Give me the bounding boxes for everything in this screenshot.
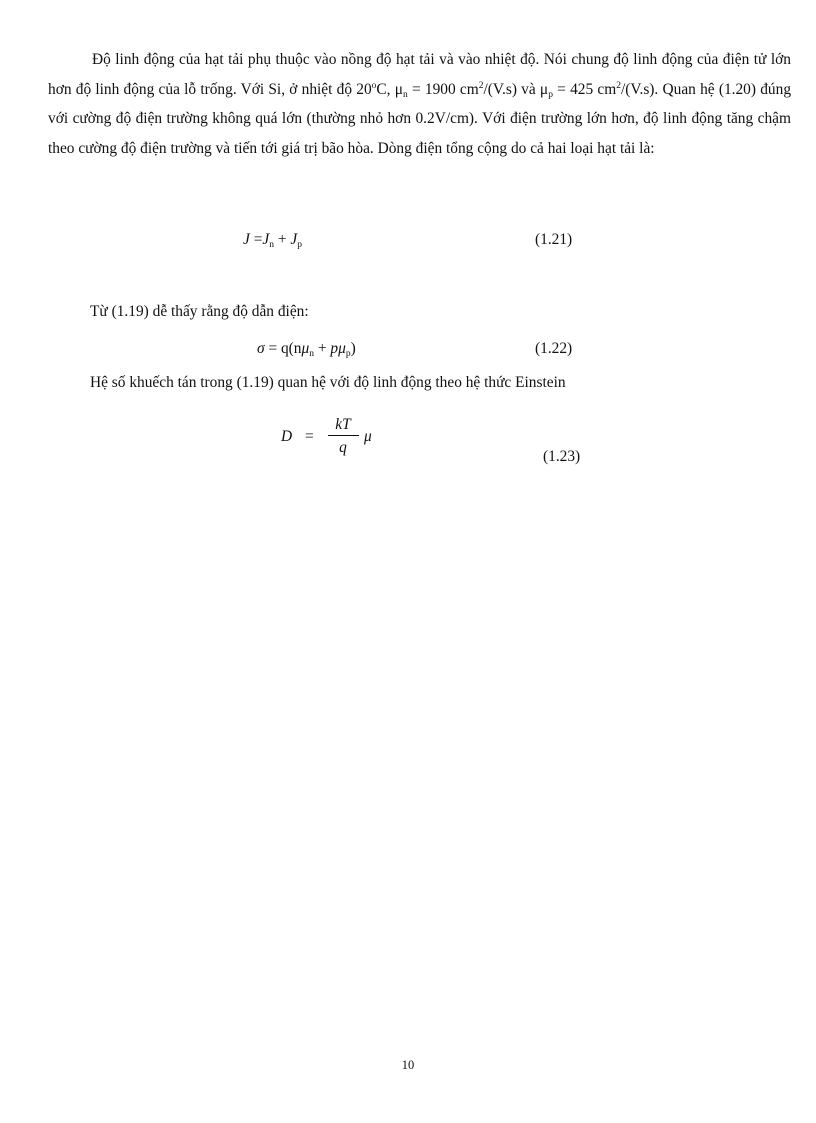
para1-text-3: = 1900 cm	[407, 80, 479, 98]
eq121-sub-n: n	[269, 240, 274, 250]
eq121-plus: +	[273, 231, 291, 248]
equation-1-21	[243, 231, 302, 249]
eq122-mu-2: μ	[338, 340, 346, 357]
eq121-Jp: J	[290, 231, 298, 248]
sentence-conductivity: Từ (1.19) dễ thấy rằng độ dẫn điện:	[90, 303, 309, 320]
eq122-sub-p: p	[345, 349, 351, 359]
eq122-sub-n: n	[309, 349, 314, 359]
eq122-sigma: σ	[257, 340, 265, 357]
eq123-fraction-bar	[328, 435, 359, 436]
eq123-numerator: kT	[335, 416, 351, 433]
para1-text-4: /(V.s) và μ	[483, 80, 549, 98]
eq122-close: )	[350, 340, 356, 357]
mu-p-subscript: p	[548, 89, 553, 100]
eq123-denominator: q	[339, 439, 347, 456]
eq121-Jn: J	[262, 231, 270, 248]
equation-number-1-22: (1.22)	[535, 340, 573, 357]
eq122-mid: = q(n	[264, 340, 302, 357]
para1-text-1: Độ linh động của hạt tải phụ thuộc vào nồng độ hạt tải và vào nhiệt độ. Nói chung độ linh động của điện tử lớn hơn độ linh động của lỗ trống. Với Si, ở nhiệt độ 20	[48, 51, 791, 98]
cm2-superscript-1: 2	[478, 80, 484, 91]
eq122-p: p	[330, 340, 339, 357]
equation-number-1-23: (1.23)	[543, 448, 581, 465]
eq121-equals: =	[249, 231, 263, 248]
sentence-einstein: Hệ số khuếch tán trong (1.19) quan hệ với độ linh động theo hệ thức Einstein	[90, 374, 566, 391]
para1-text-2: C, μ	[376, 80, 403, 98]
para1-text-5: = 425 cm	[552, 80, 617, 98]
eq121-sub-p: p	[297, 240, 302, 250]
eq121-J: J	[243, 231, 250, 248]
degree-superscript: o	[371, 80, 377, 91]
cm2-superscript-2: 2	[616, 80, 621, 91]
eq123-D: D	[281, 428, 293, 445]
mu-n-subscript: n	[403, 89, 408, 100]
para1-text-6: /(V.s). Quan hệ (1.20) đúng với cường độ điện trường không quá lớn (thường nhỏ hơn 0.2V/cm). Với điện trường lớn hơn, độ linh động tăng chậm theo cường độ điện trường và tiến tới giá trị bão hòa. Dòng điện tổng cộng do cả hai loại hạt tải là:	[48, 80, 792, 158]
eq122-mu-1: μ	[301, 340, 310, 357]
paragraph-mobility	[48, 45, 791, 164]
eq123-mu: μ	[364, 428, 372, 445]
eq122-plus: +	[313, 340, 331, 357]
equation-number-1-21: (1.21)	[535, 231, 573, 248]
equation-1-22	[257, 340, 356, 358]
page-number: 10	[401, 1058, 415, 1072]
eq123-equals: =	[305, 428, 314, 445]
